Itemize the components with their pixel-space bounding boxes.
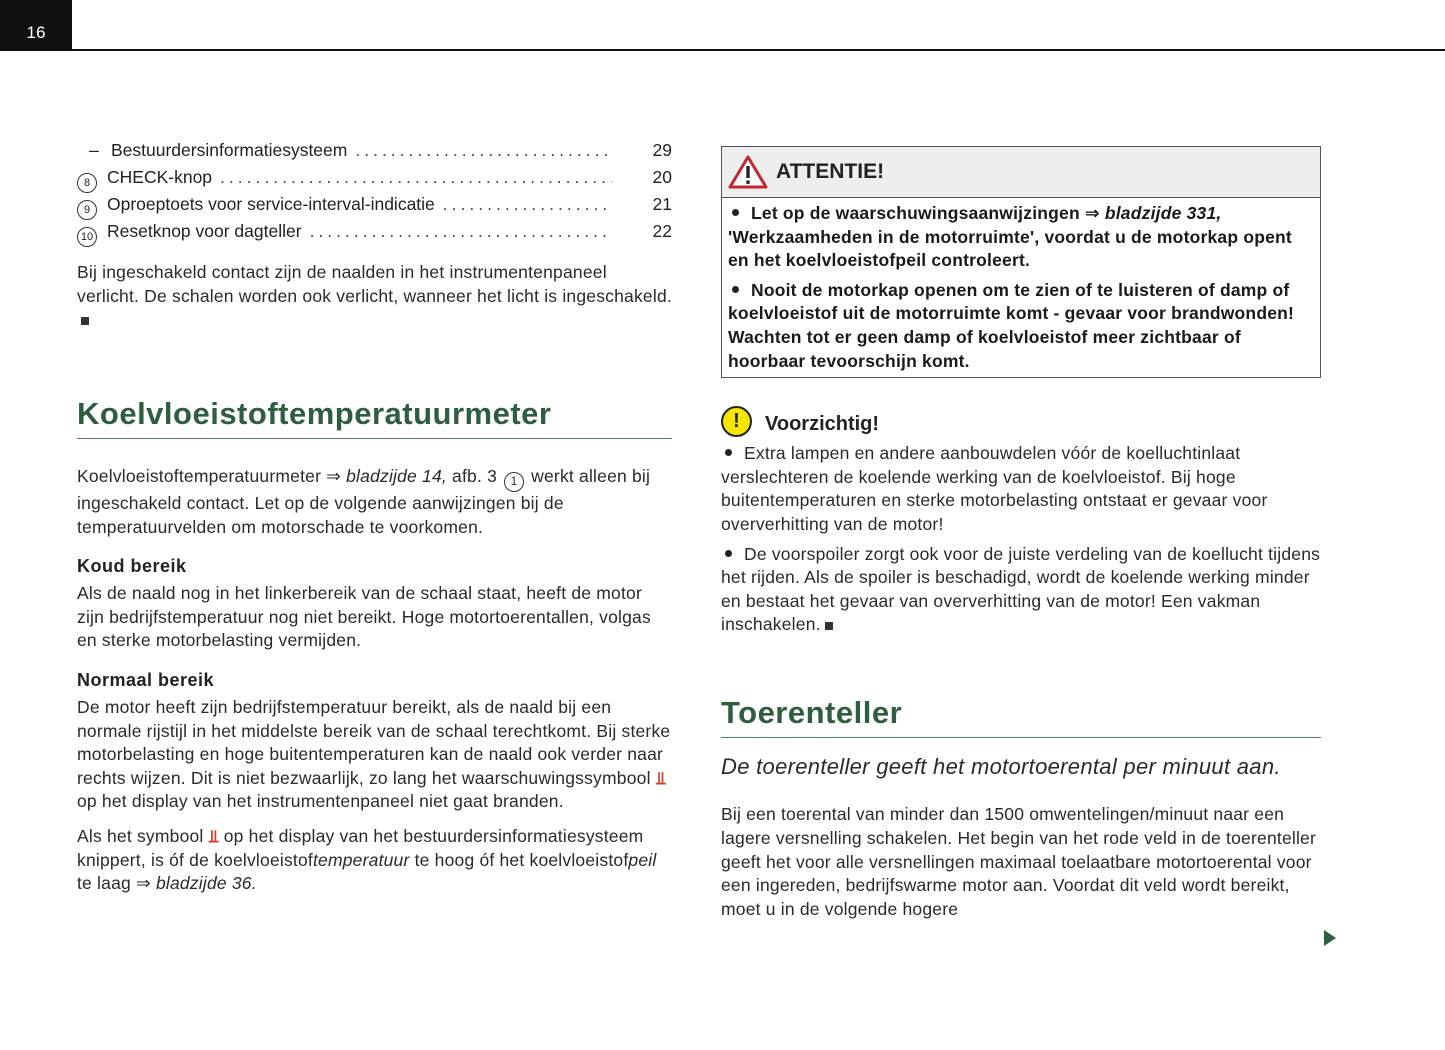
coolant-temperature-icon: ⫫ xyxy=(655,767,666,788)
toc-label: CHECK-knop xyxy=(107,167,213,187)
end-square-icon xyxy=(81,317,89,325)
toc-page-number: 29 xyxy=(652,140,672,160)
normal-heading: Normaal bereik xyxy=(77,670,215,691)
toc-label: Oproeptoets voor service-interval-indicatie xyxy=(107,194,435,214)
cold-heading: Koud bereik xyxy=(77,556,187,577)
toc-page-number: 20 xyxy=(652,167,672,187)
toc-label: Bestuurdersinformatiesysteem xyxy=(111,140,348,160)
tacho-lead: De toerenteller geeft het motortoerental per minuut aan. xyxy=(721,754,1281,780)
normal-text: De motor heeft zijn bedrijfstemperatuur bereikt, als de naald bij een normale rijstijl in het middelste bereik van de schaal terechtkomt. Bij sterke motorbelasting en hoge buitentemperaturen kan de naald ook verder naar rechts wijzen. Dit is niet bezwaarlijk, zo lang het waarschuwingssymbool ⫫ op het display van het instrumentenpaneel niet gaat branden. xyxy=(77,697,671,812)
right-column xyxy=(721,146,1321,921)
attention-box xyxy=(721,146,1321,378)
toc-leader-dots xyxy=(310,221,612,242)
heading-rule xyxy=(77,438,672,440)
caution-title: Voorzichtig! xyxy=(765,412,880,435)
toc-callout-number: 10 xyxy=(77,227,97,247)
bullet-icon xyxy=(725,449,732,456)
exclamation-circle-icon: ! xyxy=(721,406,752,437)
caution-item-2: De voorspoiler zorgt ook voor de juiste verdeling van de koellucht tijdens het rijden. Als de spoiler is beschadigd, wordt de koelende werking minder en bestaat het gevaar van oververhitting van de motor! Een vakman inschakelen. xyxy=(721,543,1321,635)
toc-page-number: 21 xyxy=(652,194,672,214)
toc-label: Resetknop voor dagteller xyxy=(107,221,302,241)
caution-header xyxy=(721,404,1321,438)
coolant-temperature-icon: ⫫ xyxy=(208,826,219,847)
callout-number: 1 xyxy=(504,472,524,492)
warning-triangle-icon xyxy=(728,155,768,189)
tacho-heading: Toerenteller xyxy=(721,694,903,730)
attention-item-2: Nooit de motorkap openen om te zien of te luisteren of damp of koelvloeistof uit de motorruimte komt - gevaar voor brandwonden! Wachten tot er geen damp of koelvloeistof meer zichtbaar of hoorbaar tevoorschijn komt. xyxy=(728,279,1295,371)
toc-dash: – xyxy=(89,140,99,160)
attention-title: ATTENTIE! xyxy=(776,160,885,183)
heading-rule xyxy=(721,737,1321,739)
toc-callout-number: 8 xyxy=(77,173,97,193)
page-ref-link[interactable]: bladzijde 14, xyxy=(346,466,447,487)
toc-callout-number: 9 xyxy=(77,200,97,220)
toc-leader-dots xyxy=(355,140,612,161)
toc-item[interactable] xyxy=(77,221,672,248)
toc-leader-dots xyxy=(443,194,612,215)
caution-item-1: Extra lampen en andere aanbouwdelen vóór de koelluchtinlaat verslechteren de koelende werking van de koelvloeistof. Bij hoge buitentemperaturen en sterke motorbelasting ontstaat er gevaar voor oververhitting van de motor! xyxy=(721,443,1268,534)
page-ref-link[interactable]: bladzijde 331, xyxy=(1104,203,1222,223)
toc-leader-dots xyxy=(220,167,612,188)
bullet-icon xyxy=(732,286,739,293)
toc-list xyxy=(77,140,672,248)
cold-text: Als de naald nog in het linkerbereik van de schaal staat, heeft de motor zijn bedrijfstemperatuur nog niet bereikt. Hoge motortoerentallen, volgas en sterke motorbelasting vermijden. xyxy=(77,583,651,651)
tacho-section xyxy=(721,695,1321,921)
attention-item-1: Let op de waarschuwingsaanwijzingen ⇒ bladzijde 331, 'Werkzaamheden in de motorruimte', voordat u de motorkap opent en het koelvloeistofpeil controleert. xyxy=(728,203,1292,271)
coolant-section xyxy=(77,396,672,896)
tacho-body: Bij een toerental van minder dan 1500 omwentelingen/minuut naar een lagere versnelling schakelen. Het begin van het rode veld in de toerenteller geeft het voor alle versnellingen maximaal toelaatbare motortoerental voor een ingereden, bedrijfswarme motor aan. Voordat dit veld wordt bereikt, moet u in de volgende hogere xyxy=(721,804,1317,919)
attention-header xyxy=(722,147,1320,198)
page-ref-link[interactable]: bladzijde 36. xyxy=(155,873,257,894)
header-rule xyxy=(72,49,1445,51)
bullet-icon xyxy=(732,209,739,216)
toc-item[interactable] xyxy=(77,167,672,194)
toc-page-number: 22 xyxy=(652,221,672,241)
toc-item[interactable] xyxy=(77,194,672,221)
end-square-icon xyxy=(825,622,833,630)
left-column xyxy=(77,140,672,896)
intro-paragraph: Bij ingeschakeld contact zijn de naalden in het instrumentenpaneel verlicht. De schalen worden ook verlicht, wanneer het licht is ingeschakeld. xyxy=(77,261,672,332)
toc-item[interactable] xyxy=(77,140,672,167)
coolant-heading: Koelvloeistoftemperatuurmeter xyxy=(77,395,552,431)
next-page-arrow-icon[interactable] xyxy=(1324,930,1336,946)
coolant-para1: Koelvloeistoftemperatuurmeter ⇒ bladzijde 14, afb. 3 1 werkt alleen bij ingeschakeld contact. Let op de volgende aanwijzingen bij de temperatuurvelden om motorschade te voorkomen. xyxy=(77,466,651,537)
page-number-text: 16 xyxy=(26,22,46,42)
page-number xyxy=(0,0,72,51)
symbol-text: Als het symbool ⫫ op het display van het bestuurdersinformatiesysteem knippert, is óf de koelvloeistoftemperatuur te hoog óf het koelvloeistofpeil te laag ⇒ bladzijde 36. xyxy=(77,826,657,894)
bullet-icon xyxy=(725,550,732,557)
attention-body xyxy=(722,198,1320,377)
